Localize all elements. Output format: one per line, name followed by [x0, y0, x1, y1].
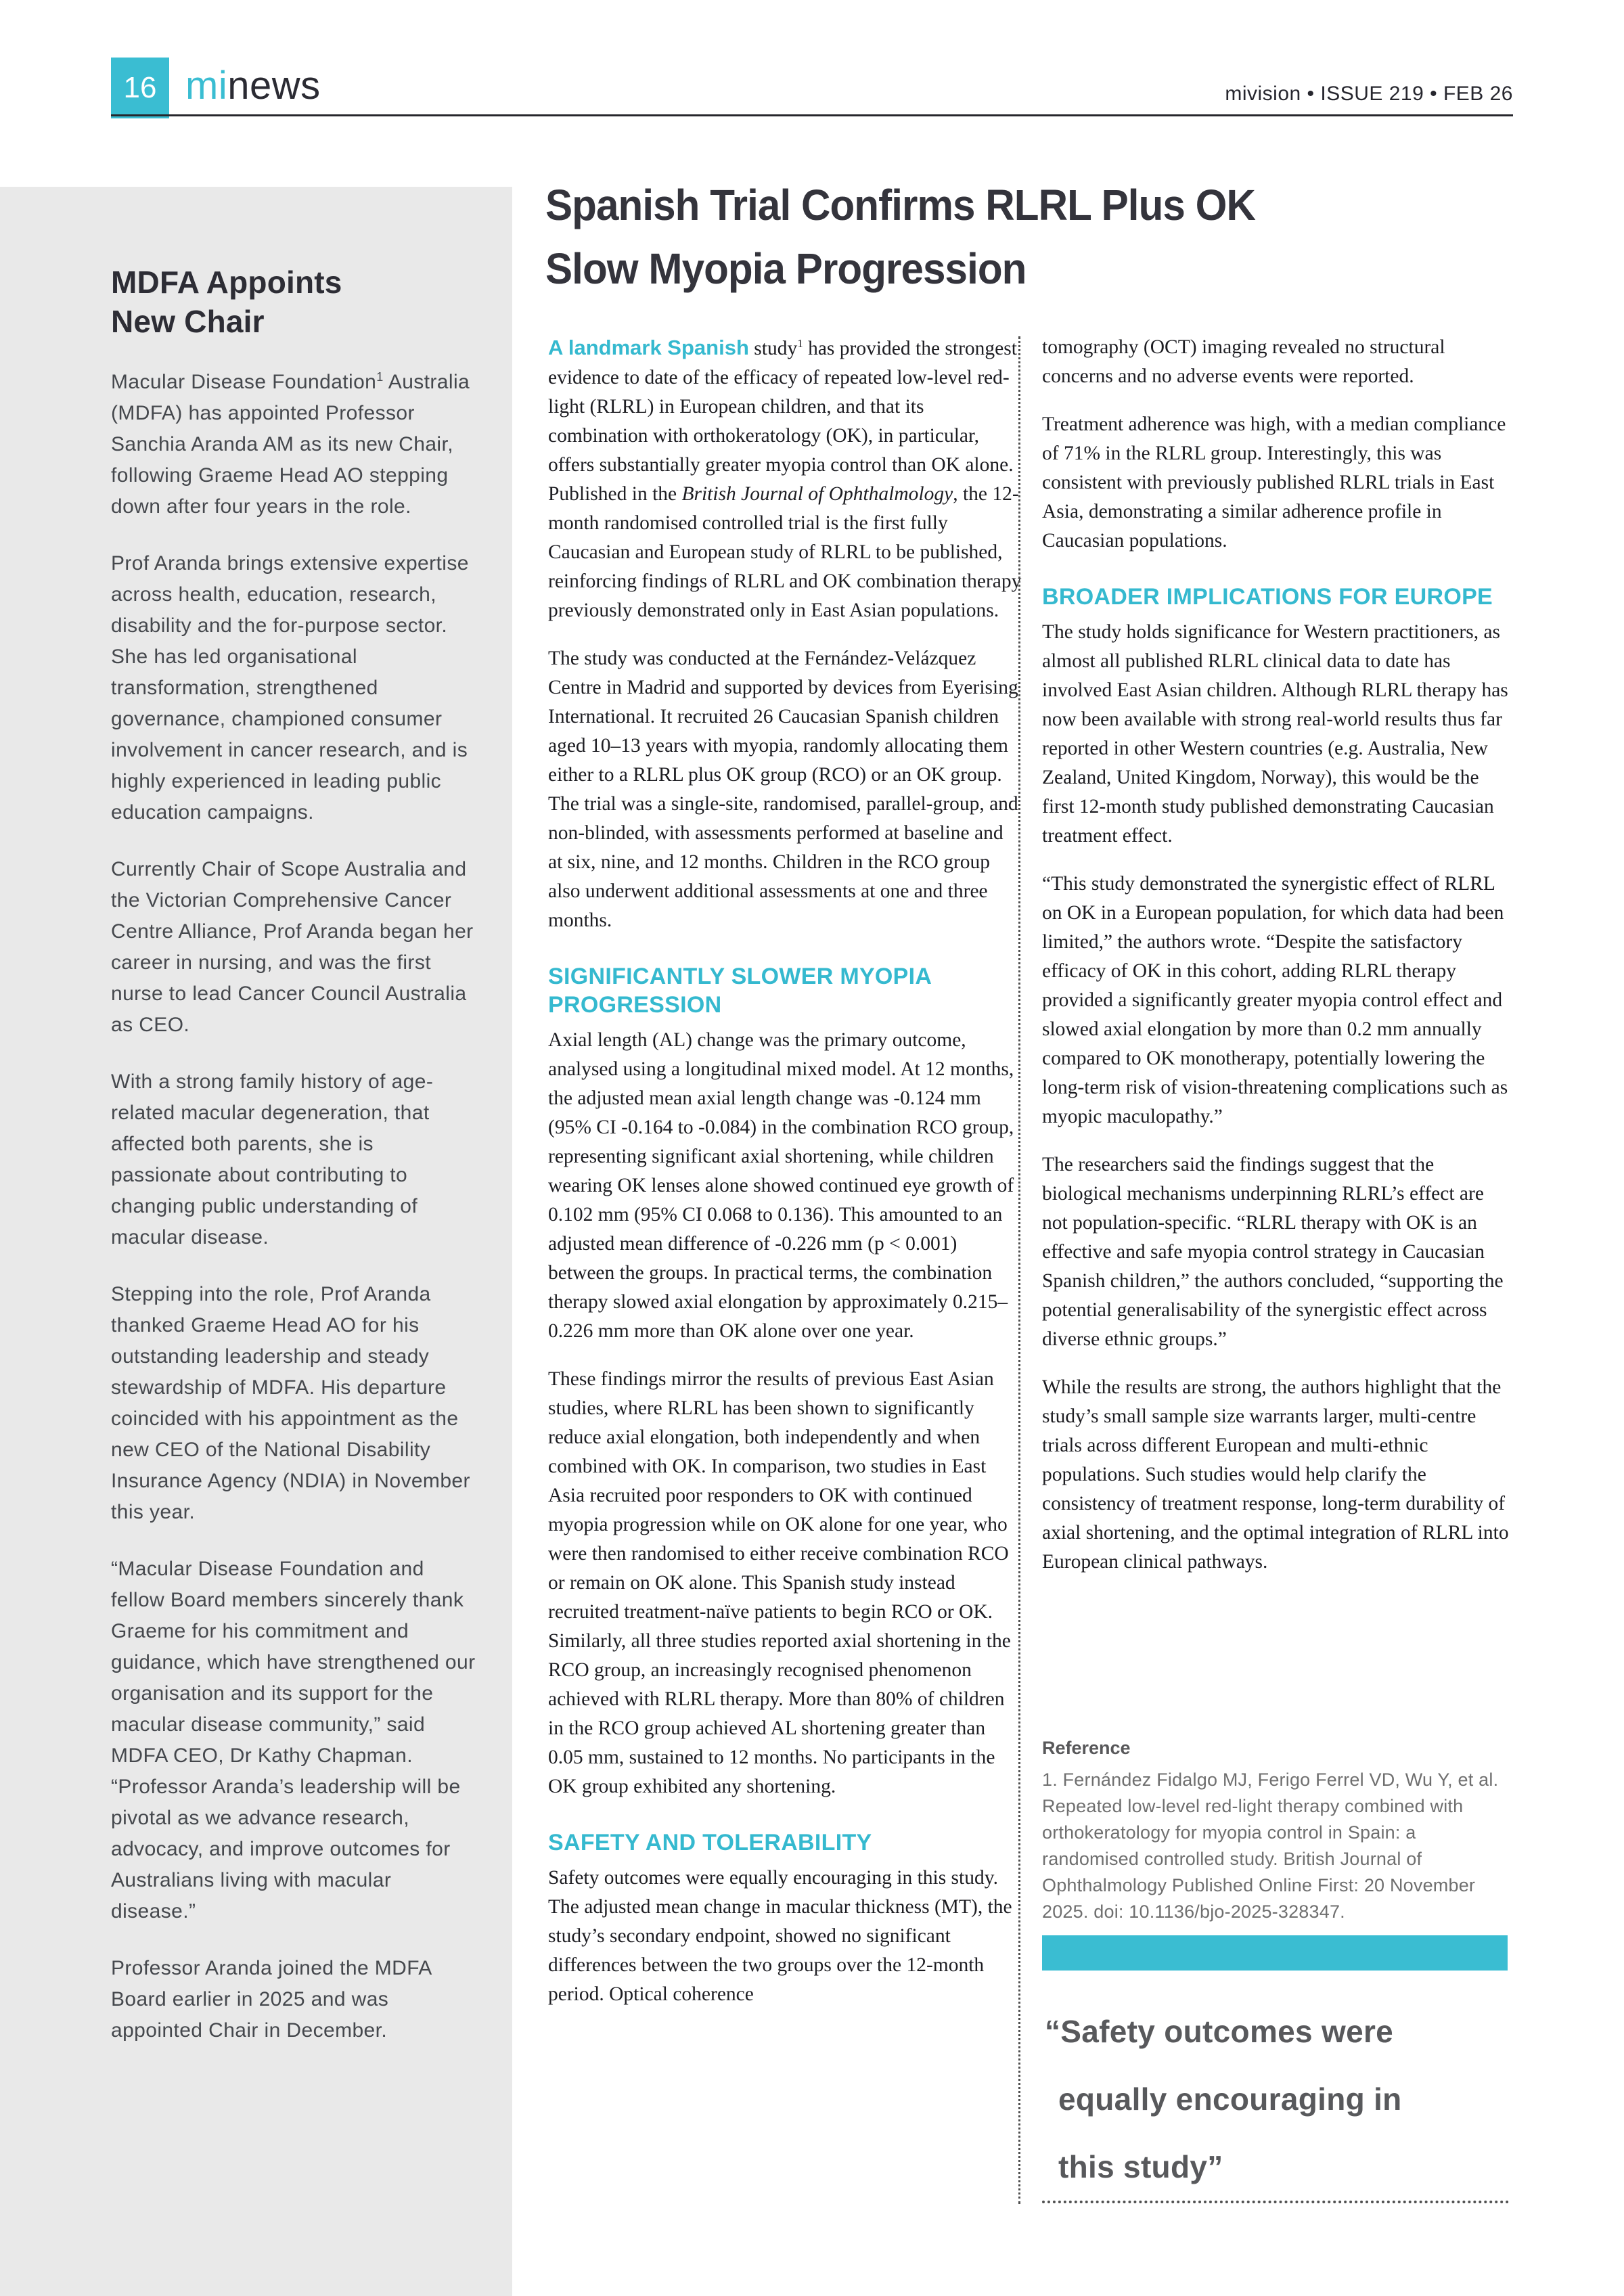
- section-heading-europe: BROADER IMPLICATIONS FOR EUROPE: [1042, 584, 1493, 610]
- logo-news: news: [227, 64, 321, 108]
- p1-text: study: [748, 338, 798, 359]
- pull-quote-line2: equally encouraging in: [1058, 2081, 1402, 2117]
- sidebar-paragraph: “Macular Disease Foundation and fellow Board members sincerely thank Graeme for his commitment and guidance, which have strengthened our organisation and its support for the macular disease community,” said MDFA CEO, Dr Kathy Chapman. “Professor Aranda’s leadership will be pivotal as we advance research, advocacy, and improve outcomes for Australians living with macular disease.”: [111, 1558, 476, 1922]
- sidebar-article: [111, 263, 480, 2046]
- bottom-dotted-rule: [1042, 2201, 1509, 2203]
- sidebar-paragraph: Currently Chair of Scope Australia and the Victorian Comprehensive Cancer Centre Alliance, Prof Aranda began her career in nursing, and was the first nurse to lead Cancer Council Australia as CEO.: [111, 858, 474, 1036]
- accent-bar: [1042, 1935, 1508, 1971]
- section-heading-safety: SAFETY AND TOLERABILITY: [548, 1830, 872, 1855]
- article-paragraph: [548, 333, 1022, 625]
- sidebar-title-line1: MDFA Appoints: [111, 265, 342, 300]
- article-paragraph: tomography (OCT) imaging revealed no structural concerns and no adverse events were reported.: [1042, 336, 1445, 387]
- article-paragraph: These findings mirror the results of previous East Asian studies, where RLRL has been shown to significantly reduce axial elongation, both independently and when combined with OK. In comparison, two studies in East Asia recruited poor responders to OK with continued myopia progression while on OK alone for one year, who were then randomised to either receive combination RCO or remain on OK alone. This Spanish study instead recruited treatment-naïve patients to begin RCO or OK. Similarly, all three studies reported axial shortening in the RCO group, an increasingly recognised phenomenon achieved with RLRL therapy. More than 80% of children in the RCO group achieved AL shortening greater than 0.05 mm, sustained to 12 months. No participants in the OK group exhibited any shortening.: [548, 1368, 1011, 1797]
- sidebar-paragraph: Professor Aranda joined the MDFA Board earlier in 2025 and was appointed Chair in December.: [111, 1957, 432, 2042]
- sidebar-p1-text: Macular Disease Foundation: [111, 371, 377, 393]
- footnote-marker: 1: [797, 337, 803, 351]
- pull-quote-line1: “Safety outcomes were: [1045, 2014, 1394, 2049]
- page-number-badge: [111, 58, 169, 118]
- article-title-line1: Spanish Trial Confirms RLRL Plus OK: [545, 181, 1256, 229]
- sidebar-title-line2: New Chair: [111, 304, 265, 339]
- section-logo: [185, 66, 321, 106]
- pull-quote-line3: this study”: [1058, 2149, 1223, 2184]
- article-paragraph: Safety outcomes were equally encouraging in this study. The adjusted mean change in macular thickness (MT), the study’s secondary endpoint, showed no significant differences between the two groups over the 12-month period. Optical coherence: [548, 1867, 1012, 2005]
- article-column-2: [1042, 333, 1513, 1596]
- sidebar-paragraph: With a strong family history of age-related macular degeneration, that affected both parents, she is passionate about contributing to changing public understanding of macular disease.: [111, 1071, 434, 1248]
- reference-block: [1042, 1738, 1510, 1925]
- section-heading-progression: SIGNIFICANTLY SLOWER MYOPIA PROGRESSION: [548, 964, 931, 1018]
- p1-text-cont: has provided the strongest evidence to date of the efficacy of repeated low-level red-light (RLRL) in European children, and that its combination with orthokeratology (OK), in particular, offers substantially greater myopia control than OK alone. Published in the: [548, 338, 1017, 505]
- article-paragraph: The study holds significance for Western practitioners, as almost all published RLRL clinical data to date has involved East Asian children. Although RLRL therapy has now been available with strong real-world results thus far reported in other Western countries (e.g. Australia, New Zealand, United Kingdom, Norway), this would be the first 12-month study published demonstrating Caucasian treatment effect.: [1042, 621, 1508, 847]
- article-paragraph: Axial length (AL) change was the primary outcome, analysed using a longitudinal mixed model. At 12 months, the adjusted mean axial length change was -0.124 mm (95% CI -0.164 to -0.084) in the combination RCO group, representing significant axial shortening, while children wearing OK lenses alone showed continued eye growth of 0.102 mm (95% CI 0.068 to 0.136). This amounted to an adjusted mean difference of -0.226 mm (p < 0.001) between the groups. In practical terms, the combination therapy slowed axial elongation by approximately 0.215–0.226 mm more than OK alone over one year.: [548, 1029, 1014, 1342]
- p1-text-end: , the 12-month randomised controlled trial is the first fully Caucasian and European study of RLRL to be published, reinforcing findings of RLRL and OK combination therapy previously demonstrated only in East Asian populations.: [548, 483, 1022, 621]
- sidebar-paragraph: Stepping into the role, Prof Aranda thanked Graeme Head AO for his outstanding leadership and steady stewardship of MDFA. His departure coincided with his appointment as the new CEO of the National Disability Insurance Agency (NDIA) in November this year.: [111, 1283, 470, 1523]
- sidebar-paragraph: [111, 367, 480, 522]
- article-paragraph: While the results are strong, the authors highlight that the study’s small sample size warrants larger, multi-centre trials across different European and multi-ethnic populations. Such studies would help clarify the consistency of treatment response, long-term durability of axial shortening, and the optimal integration of RLRL into European clinical pathways.: [1042, 1376, 1509, 1573]
- logo-mi: mi: [185, 64, 228, 108]
- reference-text: 1. Fernández Fidalgo MJ, Ferigo Ferrel VD, Wu Y, et al. Repeated low-level red-light therapy combined with orthokeratology for myopia control in Spain: a randomised controlled study. British Journal of Ophthalmology Published Online First: 20 November 2025. doi: 10.1136/bjo-2025-328347.: [1042, 1770, 1499, 1922]
- journal-name: British Journal of Ophthalmology: [681, 483, 953, 505]
- sidebar-paragraph: Prof Aranda brings extensive expertise across health, education, research, disability and the for-purpose sector. She has led organisational transformation, strengthened governance, championed consumer involvement in cancer research, and is highly experienced in leading public education campaigns.: [111, 552, 469, 824]
- article-paragraph: The researchers said the findings suggest that the biological mechanisms underpinning RLRL’s effect are not population-specific. “RLRL therapy with OK is an effective and safe myopia control strategy in Caucasian Spanish children,” the authors concluded, “supporting the potential generalisability of the synergistic effect across diverse ethnic groups.”: [1042, 1154, 1504, 1350]
- column-divider-dotted: [1018, 336, 1020, 2204]
- sidebar-p1-text-cont: Australia (MDFA) has appointed Professor Sanchia Aranda AM as its new Chair, following Graeme Head AO stepping down after four years in the role.: [111, 371, 470, 518]
- issue-info: mivision • ISSUE 219 • FEB 26: [1225, 83, 1513, 105]
- page-number: 16: [123, 71, 157, 104]
- article-paragraph: Treatment adherence was high, with a median compliance of 71% in the RLRL group. Interestingly, this was consistent with previously published RLRL trials in East Asia, demonstrating a similar adherence profile in Caucasian populations.: [1042, 413, 1506, 552]
- footnote-marker: 1: [376, 370, 384, 384]
- reference-heading: Reference: [1042, 1738, 1131, 1758]
- sidebar-panel: [0, 187, 512, 2296]
- lead-in-text: A landmark Spanish: [548, 336, 749, 359]
- pull-quote: [1045, 1998, 1532, 2201]
- article-column-1: [548, 333, 1022, 2028]
- article-paragraph: The study was conducted at the Fernández-Velázquez Centre in Madrid and supported by devices from Eyerising International. It recruited 26 Caucasian Spanish children aged 10–13 years with myopia, randomly allocating them either to a RLRL plus OK group (RCO) or an OK group. The trial was a single-site, randomised, parallel-group, and non-blinded, with assessments performed at baseline and at six, nine, and 12 months. Children in the RCO group also underwent additional assessments at one and three months.: [548, 648, 1018, 931]
- header-rule: [111, 114, 1513, 116]
- article-title: [545, 173, 1499, 300]
- article-paragraph: “This study demonstrated the synergistic effect of RLRL on OK in a European population, for which data had been limited,” the authors wrote. “Despite the satisfactory efficacy of OK in this cohort, adding RLRL therapy provided a significantly greater myopia control effect and slowed axial elongation by more than 0.2 mm annually compared to OK monotherapy, potentially lowering the long-term risk of vision-threatening complications such as myopic maculopathy.”: [1042, 873, 1508, 1127]
- article-title-line2: Slow Myopia Progression: [545, 244, 1027, 293]
- sidebar-article-title: [111, 263, 480, 341]
